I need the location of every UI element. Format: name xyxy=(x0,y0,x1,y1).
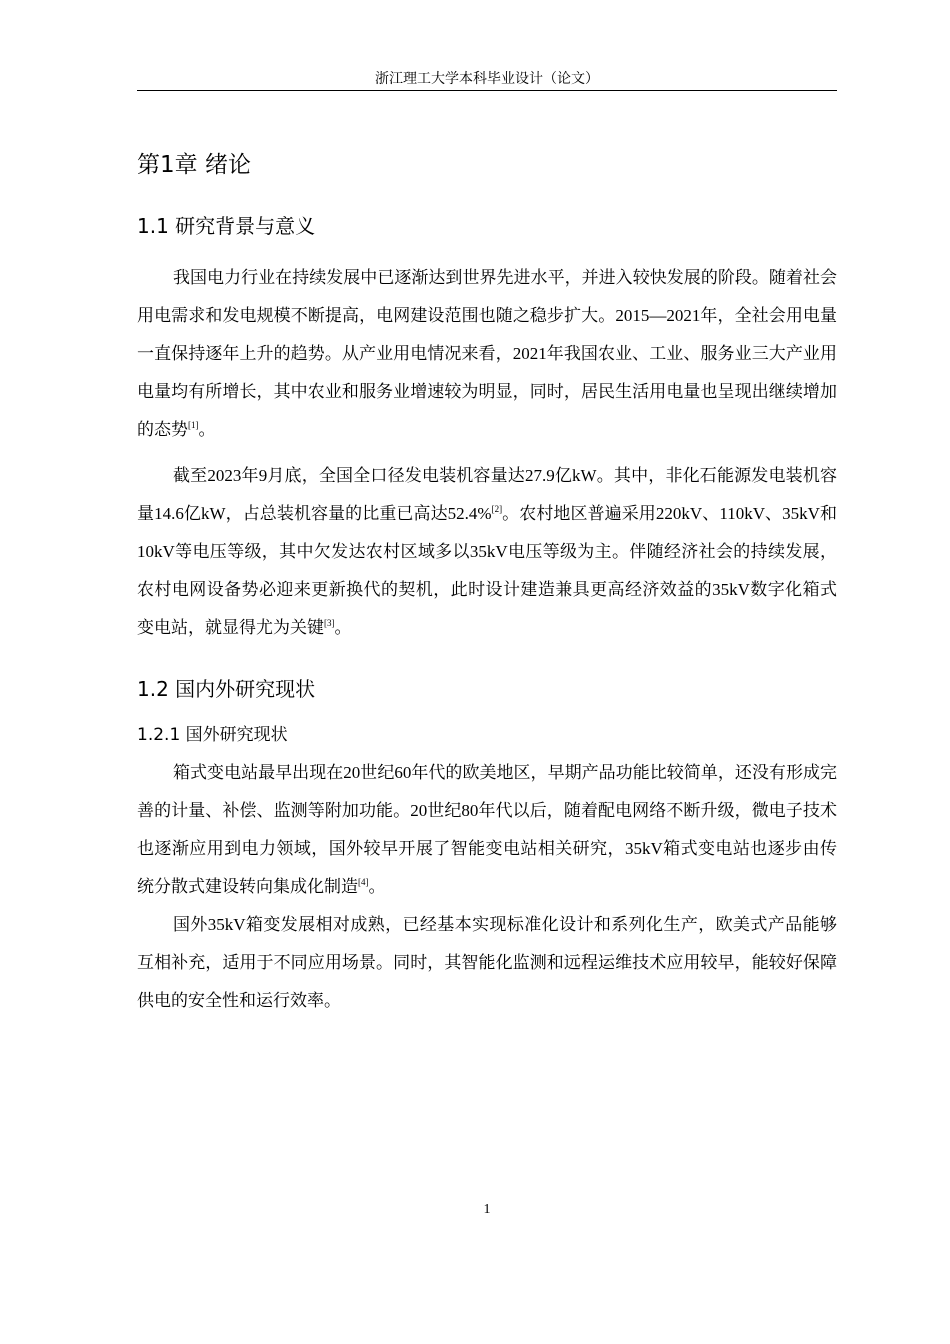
page-number: 1 xyxy=(483,1202,491,1217)
paragraph xyxy=(137,906,837,1020)
paragraph-text: 国外35kV箱变发展相对成熟，已经基本实现标准化设计和系列化生产，欧美式产品能够互相补充，适用于不同应用场景。同时，其智能化监测和远程运维技术应用较早，能较好保障供电的安全性和运行效率。 xyxy=(137,915,837,1010)
paragraph-text: 。农村地区普遍采用220kV、110kV、35kV和10kV等电压等级，其中欠发达农村区域多以35kV电压等级为主。伴随经济社会的持续发展，农村电网设备势必迎来更新换代的契机，此时设计建造兼具更高经济效益的35kV数字化箱式变电站，就显得尤为关键 xyxy=(137,504,837,637)
citation-1: [1] xyxy=(188,420,199,430)
citation-3: [3] xyxy=(324,618,335,628)
paragraph-text: 箱式变电站最早出现在20世纪60年代的欧美地区，早期产品功能比较简单，还没有形成完善的计量、补偿、监测等附加功能。20世纪80年代以后，随着配电网络不断升级，微电子技术也逐渐应用到电力领域，国外较早开展了智能变电站相关研究，35kV箱式变电站也逐步由传统分散式建设转向集成化制造 xyxy=(137,763,837,896)
header-divider xyxy=(137,90,837,91)
document-body xyxy=(137,148,837,1020)
paragraph-end: 。 xyxy=(334,618,352,637)
section-heading-1-2: 1.2 国内外研究现状 xyxy=(137,677,316,701)
chapter-title: 第1章 绪论 xyxy=(137,152,251,178)
paragraph-text: 截至2023年9月底，全国全口径发电装机容量达27.9亿kW。其中，非化石能源发电装机容量14.6亿kW，占总装机容量的比重已高达52.4% xyxy=(137,466,837,523)
citation-4: [4] xyxy=(358,877,369,887)
citation-2: [2] xyxy=(491,504,503,514)
page-header: 浙江理工大学本科毕业设计（论文） xyxy=(375,71,599,87)
paragraph xyxy=(137,457,837,647)
paragraph-end: 。 xyxy=(198,420,216,439)
section-heading-1-1: 1.1 研究背景与意义 xyxy=(137,214,316,238)
paragraph xyxy=(137,754,837,906)
subsection-heading-1-2-1: 1.2.1 国外研究现状 xyxy=(137,725,288,745)
paragraph-end: 。 xyxy=(368,877,386,896)
paragraph xyxy=(137,259,837,449)
paragraph-text: 我国电力行业在持续发展中已逐渐达到世界先进水平，并进入较快发展的阶段。随着社会用电需求和发电规模不断提高，电网建设范围也随之稳步扩大。2015—2021年，全社会用电量一直保持逐年上升的趋势。从产业用电情况来看，2021年我国农业、工业、服务业三大产业用电量均有所增长，其中农业和服务业增速较为明显，同时，居民生活用电量也呈现出继续增加的态势 xyxy=(137,268,837,439)
